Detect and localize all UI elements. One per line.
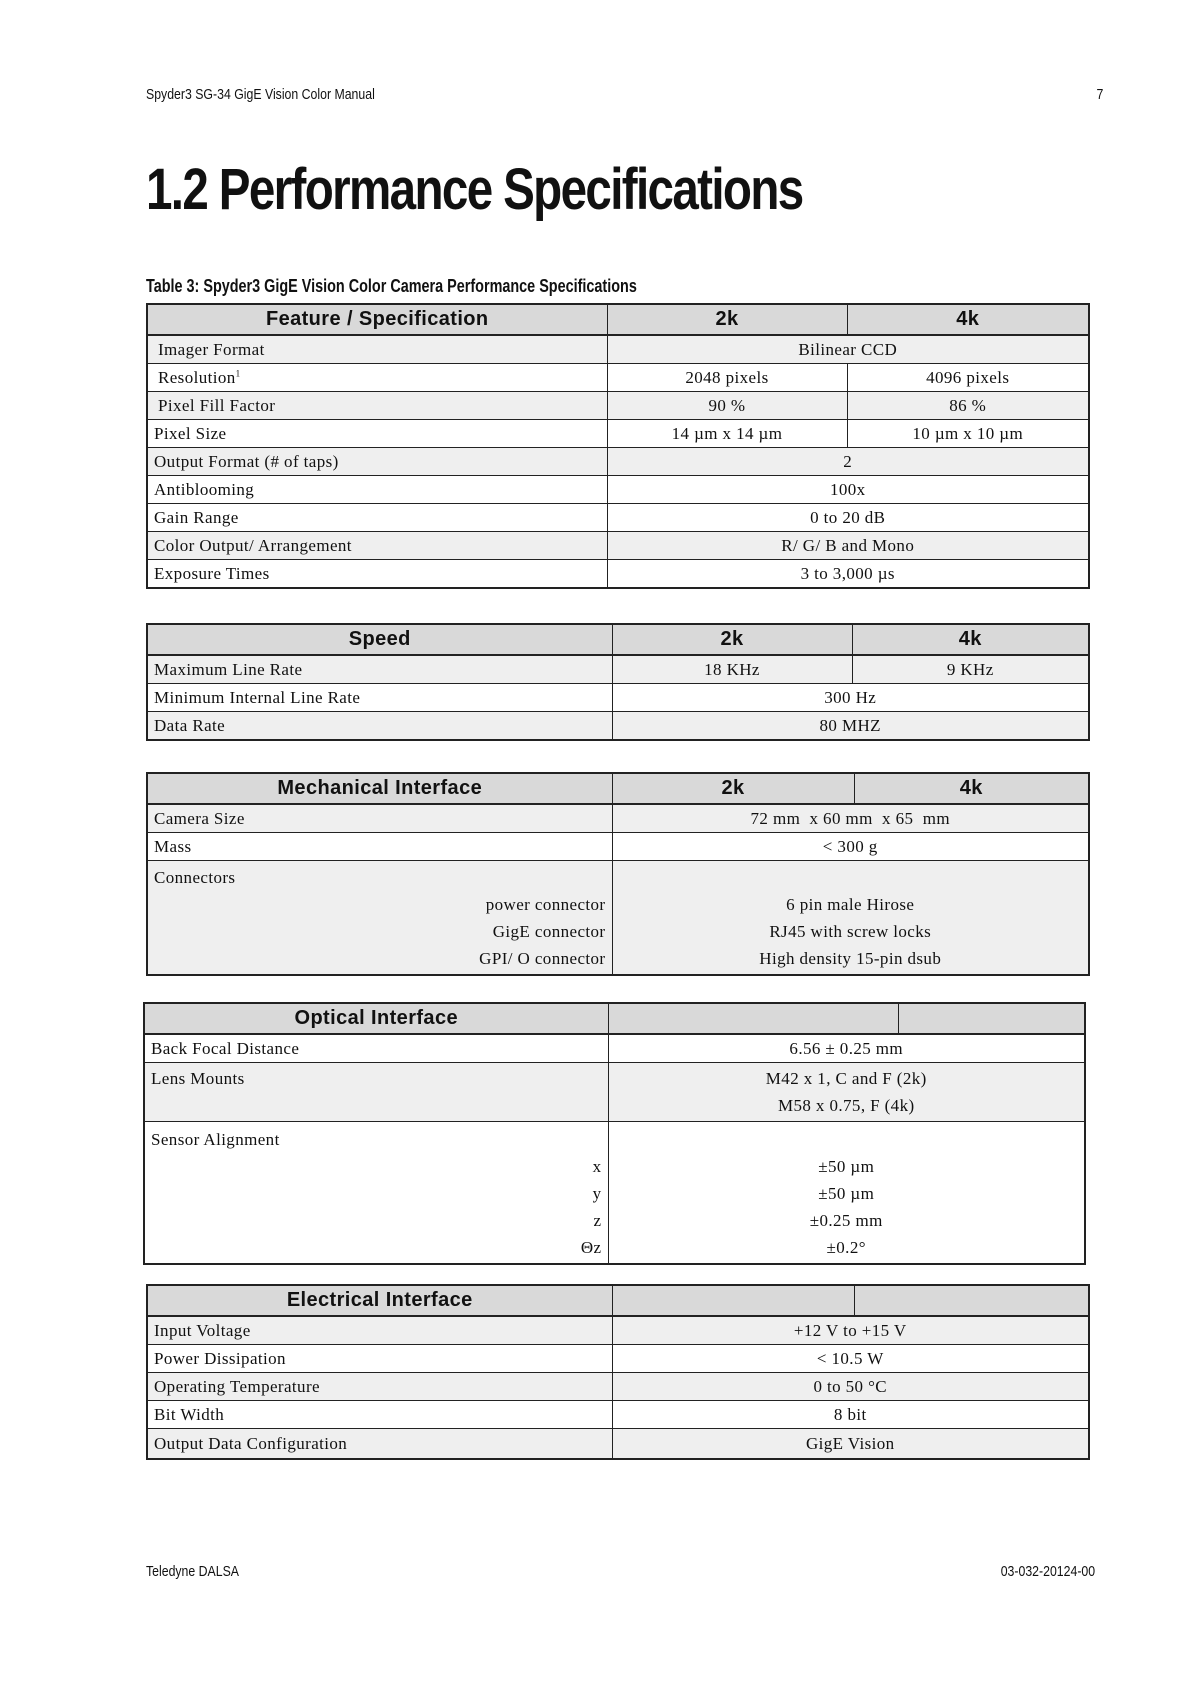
table-row xyxy=(144,1034,1085,1063)
row-label: Output Data Configuration xyxy=(147,1429,612,1460)
optical-table xyxy=(143,1002,1086,1265)
row-value: 0 to 20 dB xyxy=(607,504,1089,532)
connector-label: power connector xyxy=(485,895,606,914)
row-label: Pixel Fill Factor xyxy=(147,392,607,420)
running-header: Spyder3 SG-34 GigE Vision Color Manual xyxy=(146,86,375,103)
feature-spec-table xyxy=(146,303,1090,589)
page-number: 7 xyxy=(1096,86,1103,103)
row-value: 2 xyxy=(607,448,1089,476)
axis-value: ±50 µm xyxy=(818,1157,875,1176)
row-label: Minimum Internal Line Rate xyxy=(147,684,612,712)
row-label: Exposure Times xyxy=(147,560,607,589)
row-label: Color Output/ Arrangement xyxy=(147,532,607,560)
table-row xyxy=(147,684,1089,712)
row-value-4k: 86 % xyxy=(847,392,1089,420)
sensor-alignment-values xyxy=(608,1122,1085,1265)
table-row xyxy=(147,1429,1089,1460)
row-value: < 300 g xyxy=(612,833,1089,861)
axis-value: ±0.25 mm xyxy=(809,1211,883,1230)
row-label: Operating Temperature xyxy=(147,1373,612,1401)
row-label: Pixel Size xyxy=(147,420,607,448)
row-label: Back Focal Distance xyxy=(144,1034,608,1063)
row-value xyxy=(608,1063,1085,1122)
table-row xyxy=(147,392,1089,420)
table-row xyxy=(147,420,1089,448)
table-row xyxy=(147,861,1089,976)
row-value: < 10.5 W xyxy=(612,1345,1089,1373)
footer-doc-number: 03-032-20124-00 xyxy=(1000,1563,1095,1580)
row-value: 3 to 3,000 µs xyxy=(607,560,1089,589)
footnote-marker: 1 xyxy=(235,367,241,378)
connector-label: GigE connector xyxy=(492,922,606,941)
table-row xyxy=(147,532,1089,560)
table-row xyxy=(144,1063,1085,1122)
row-value: 0 to 50 °C xyxy=(612,1373,1089,1401)
row-value: 6.56 ± 0.25 mm xyxy=(608,1034,1085,1063)
table-header: 2k xyxy=(612,624,852,655)
axis-value: ±50 µm xyxy=(818,1184,875,1203)
row-label: Output Format (# of taps) xyxy=(147,448,607,476)
table-row xyxy=(147,1373,1089,1401)
row-value: 300 Hz xyxy=(612,684,1089,712)
connector-label: GPI/ O connector xyxy=(479,949,606,968)
table-row xyxy=(147,476,1089,504)
row-label: Resolution$^1$ xyxy=(147,364,607,392)
electrical-table xyxy=(146,1284,1090,1460)
table-row xyxy=(147,560,1089,589)
row-label: Bit Width xyxy=(147,1401,612,1429)
table-header: Electrical Interface xyxy=(147,1285,612,1316)
table-row xyxy=(147,712,1089,741)
row-label: Connectors xyxy=(154,868,236,887)
row-value-4k: 9 KHz xyxy=(852,655,1089,684)
connector-value: 6 pin male Hirose xyxy=(786,895,915,914)
table-header: Optical Interface xyxy=(144,1003,608,1034)
section-title: 1.2 Performance Specifications xyxy=(146,157,803,222)
axis-label: x xyxy=(592,1157,602,1176)
row-value: R/ G/ B and Mono xyxy=(607,532,1089,560)
axis-label: Θz xyxy=(580,1238,602,1257)
table-header: 4k xyxy=(854,773,1089,804)
table-row xyxy=(147,655,1089,684)
row-value-4k: 4096 pixels xyxy=(847,364,1089,392)
table-header-empty xyxy=(612,1285,854,1316)
table-header-empty xyxy=(898,1003,1085,1034)
row-value: GigE Vision xyxy=(612,1429,1089,1460)
table-row xyxy=(147,1401,1089,1429)
table-header: 4k xyxy=(852,624,1089,655)
axis-value: ±0.2° xyxy=(826,1238,866,1257)
row-label: Maximum Line Rate xyxy=(147,655,612,684)
table-row xyxy=(147,504,1089,532)
row-label: Input Voltage xyxy=(147,1316,612,1345)
table-row xyxy=(144,1122,1085,1265)
table-header: Speed xyxy=(147,624,612,655)
table-row xyxy=(147,335,1089,364)
mechanical-table xyxy=(146,772,1090,976)
row-label: Sensor Alignment xyxy=(151,1130,280,1149)
table-row xyxy=(147,364,1089,392)
speed-table xyxy=(146,623,1090,741)
connector-value: High density 15-pin dsub xyxy=(759,949,942,968)
table-header: Feature / Specification xyxy=(147,304,607,335)
table-header: Mechanical Interface xyxy=(147,773,612,804)
row-label: Mass xyxy=(147,833,612,861)
table-caption: Table 3: Spyder3 GigE Vision Color Camera Performance Specifications xyxy=(146,276,637,296)
row-value: 8 bit xyxy=(612,1401,1089,1429)
connector-value: RJ45 with screw locks xyxy=(769,922,932,941)
table-row xyxy=(147,804,1089,833)
row-label: Camera Size xyxy=(147,804,612,833)
row-label: Imager Format xyxy=(147,335,607,364)
row-label: Gain Range xyxy=(147,504,607,532)
row-value-4k: 10 µm x 10 µm xyxy=(847,420,1089,448)
row-value-2k: 14 µm x 14 µm xyxy=(607,420,847,448)
footer-company: Teledyne DALSA xyxy=(146,1563,239,1580)
row-label: Lens Mounts xyxy=(144,1063,608,1122)
lens-mount-value: M42 x 1, C and F (2k) xyxy=(765,1069,927,1088)
table-row xyxy=(147,1345,1089,1373)
row-value-2k: 18 KHz xyxy=(612,655,852,684)
connectors-values xyxy=(612,861,1089,976)
row-value-2k: 90 % xyxy=(607,392,847,420)
row-value: 100x xyxy=(607,476,1089,504)
row-label: Data Rate xyxy=(147,712,612,741)
row-value-2k: 2048 pixels xyxy=(607,364,847,392)
lens-mount-value: M58 x 0.75, F (4k) xyxy=(777,1096,915,1115)
table-header-empty xyxy=(854,1285,1089,1316)
row-label: Antiblooming xyxy=(147,476,607,504)
axis-label: z xyxy=(593,1211,602,1230)
table-header: 2k xyxy=(612,773,854,804)
table-header-empty xyxy=(608,1003,898,1034)
table-header: 2k xyxy=(607,304,847,335)
axis-label: y xyxy=(592,1184,602,1203)
table-row xyxy=(147,833,1089,861)
table-row xyxy=(147,1316,1089,1345)
sensor-alignment-cell xyxy=(144,1122,608,1265)
row-label: Power Dissipation xyxy=(147,1345,612,1373)
row-value: Bilinear CCD xyxy=(607,335,1089,364)
table-header: 4k xyxy=(847,304,1089,335)
row-value: +12 V to +15 V xyxy=(612,1316,1089,1345)
row-value: 80 MHZ xyxy=(612,712,1089,741)
connectors-cell xyxy=(147,861,612,976)
row-value: 72 mm x 60 mm x 65 mm xyxy=(612,804,1089,833)
table-row xyxy=(147,448,1089,476)
